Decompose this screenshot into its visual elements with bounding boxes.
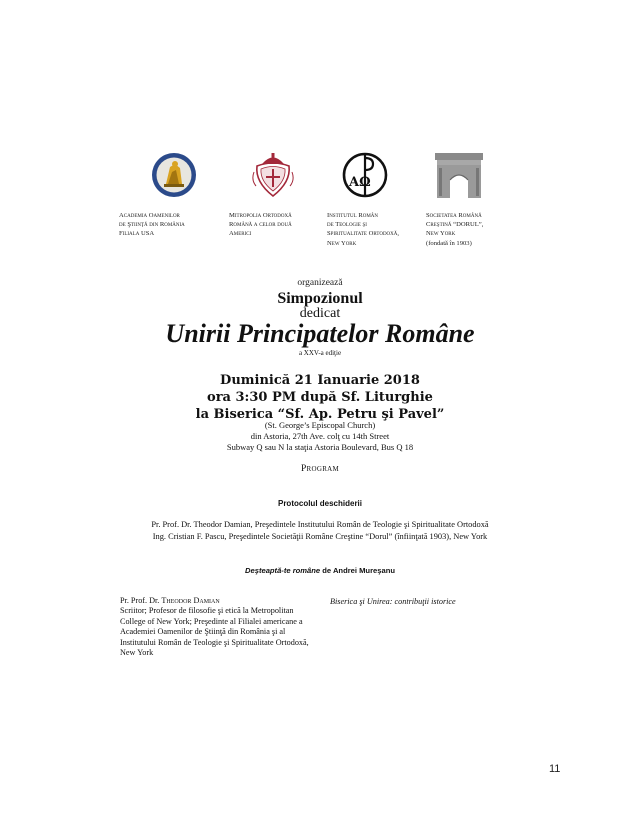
dedicated-text: dedicat — [299, 306, 341, 321]
alpha-omega-emblem-icon — [335, 150, 395, 200]
org-line: Spiritualitate Ortodoxă, — [327, 230, 400, 238]
lecture-title: Biserica şi Unirea: contribuţii istorice — [330, 597, 456, 606]
org-mitropolia-caption — [229, 211, 292, 239]
org-academia-caption — [119, 211, 185, 239]
lecture-speaker-block — [120, 596, 320, 658]
venue-address: din Astoria, 27th Ave. colţ cu 14th Street — [250, 431, 390, 441]
speaker-name: Theodor Damian — [161, 596, 220, 605]
anthem-title: Deşteaptă-te române — [245, 566, 321, 575]
org-line: Filiala USA — [119, 230, 155, 238]
symposium-heading: Simpozionul — [277, 290, 363, 307]
org-institutul-caption — [327, 211, 399, 248]
venue-english-name: (St. George’s Episcopal Church) — [264, 420, 376, 430]
org-line: New York — [327, 239, 357, 247]
event-time: ora 3:30 PM după Sf. Liturghie — [207, 390, 433, 405]
triumphal-arch-icon — [429, 150, 489, 200]
speaker-bio-line: Institutului Român de Teologie şi Spiritualitate Ortodoxă, — [120, 637, 309, 647]
org-line: Academia Oamenilor — [119, 212, 180, 219]
org-line: (fondată în 1903) — [426, 239, 472, 247]
org-line: Institutul Român — [327, 212, 379, 219]
org-dorul-caption — [426, 211, 483, 248]
org-line: New York — [426, 230, 456, 238]
opening-speaker-1: Pr. Prof. Dr. Theodor Damian, Preşedintele Institutului Român de Teologie şi Spiritualitate Ortodoxă — [151, 520, 489, 529]
event-venue: la Biserica “Sf. Ap. Petru şi Pavel” — [195, 407, 445, 422]
org-line: Creştină “DORUL”, — [426, 221, 484, 229]
speaker-bio-line: College of New York; Preşedinte al Filialei americane a — [120, 616, 303, 626]
org-line: de Ştiinţă din România — [119, 221, 185, 229]
speaker-bio-line: Scriitor; Profesor de filosofie şi etică la Metropolitan — [120, 606, 294, 616]
speaker-prefix: Pr. Prof. Dr. — [120, 596, 162, 605]
event-date: Duminică 21 Ianuarie 2018 — [220, 373, 420, 388]
edition-text: a XXV-a ediţie — [298, 349, 342, 357]
anthem-author: de Andrei Mureşanu — [320, 566, 395, 575]
emblem-text: ΑΩ — [349, 175, 371, 190]
opening-speaker-2: Ing. Cristian F. Pascu, Preşedintele Societăţii Române Creştine “Dorul” (înfiinţată 1903), New York — [152, 532, 488, 541]
anthem-line — [0, 566, 640, 575]
transit-info: Subway Q sau N la staţia Astoria Boulevard, Bus Q 18 — [226, 442, 414, 452]
lecture-speaker-name — [120, 596, 320, 606]
page-number: 11 — [549, 763, 561, 775]
academy-seal-icon — [144, 150, 204, 200]
metropolis-crest-icon — [243, 150, 303, 200]
organizes-text: organizează — [297, 278, 343, 288]
org-line: Mitropolia Ortodoxă — [229, 212, 292, 219]
org-line: de Teologie şi — [327, 221, 367, 229]
speaker-bio-line: Academiei Oamenilor de Ştiinţă din România şi al — [120, 627, 286, 637]
speaker-bio-line: New York — [120, 648, 154, 658]
program-heading: Program — [300, 464, 340, 474]
org-line: Societatea Română — [426, 212, 482, 219]
page-title: Unirii Principatelor Române — [165, 319, 475, 348]
org-line: Română a celor două — [229, 221, 292, 229]
protocol-heading: Protocolul deschiderii — [277, 499, 362, 508]
org-line: Americi — [229, 230, 252, 238]
